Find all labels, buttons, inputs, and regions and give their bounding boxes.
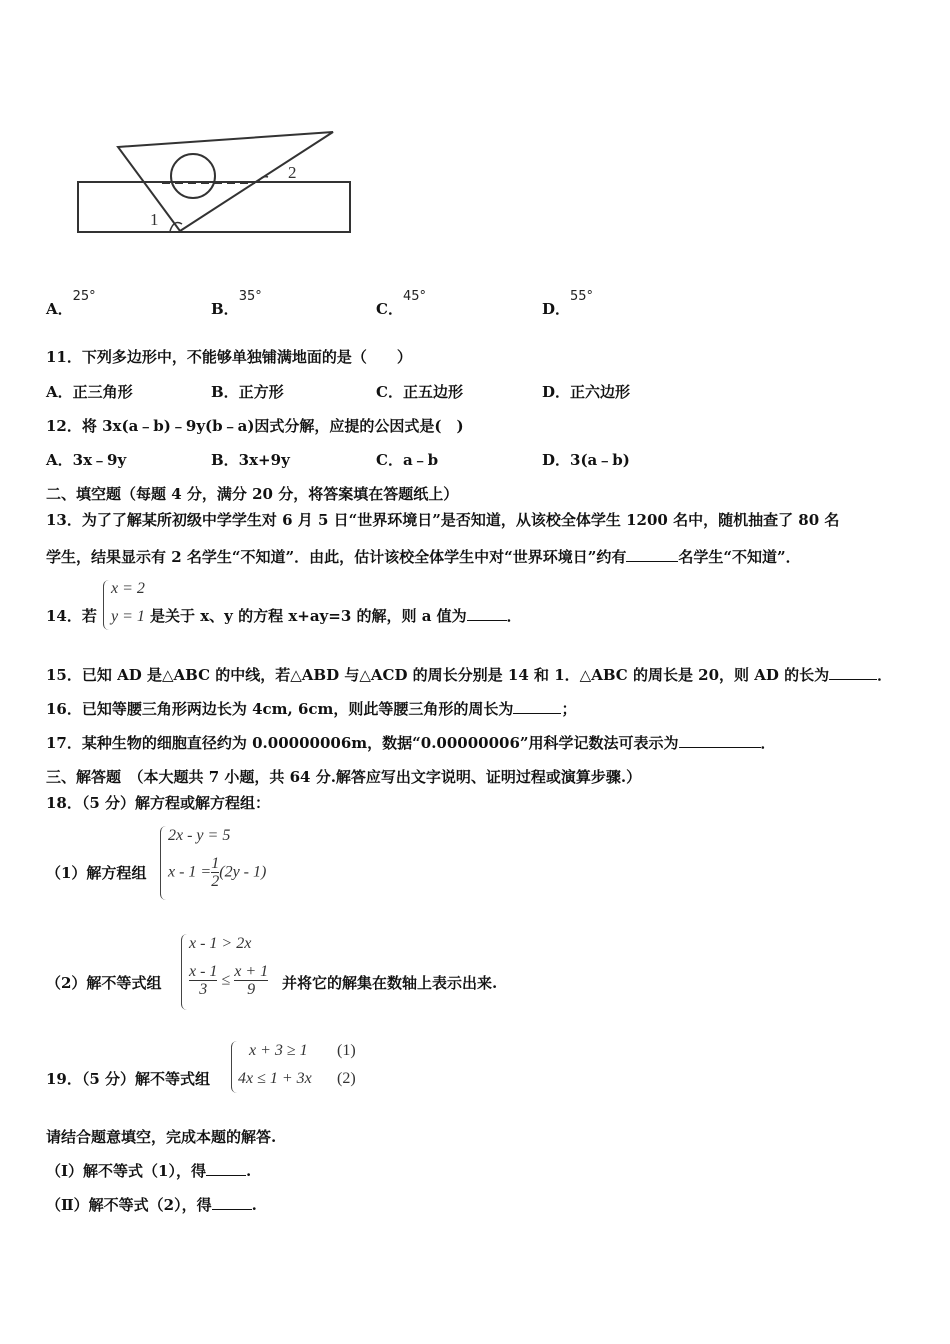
q14-text: 是关于 x、y 的方程 x+ay=3 的解，则 a 值为 ． (150, 607, 522, 625)
q10-option-c: C．45° (376, 289, 426, 318)
q12-stem: 12．将 3x(a﹣b)﹣9y(b﹣a)因式分解，应提的公因式是( ) (46, 417, 464, 435)
q19-part2: （Ⅱ）解不等式（2），得 . (46, 1196, 257, 1214)
q18-part2-eq2: $\frac{x - 1}{3}$ ≤ $\frac{x + 1}{9}$ (189, 963, 269, 998)
q18-part1-eq2: x - 1 = $\frac{1}{2}$ (2y - 1) (168, 855, 267, 890)
q14-brace (103, 580, 110, 630)
q19-instruction: 请结合题意填空，完成本题的解答. (46, 1128, 277, 1146)
q12-option-a: A．3x﹣9y (46, 451, 127, 469)
q19-eq2: 4x ≤ 1 + 3x (238, 1070, 312, 1087)
q19-eq1-tag: (1) (337, 1042, 356, 1059)
q11-option-d: D．正六边形 (542, 383, 631, 401)
geometry-figure (70, 125, 360, 240)
q19-part2-blank[interactable] (212, 1195, 252, 1210)
angle-label-2: 2 (288, 163, 297, 182)
q19-eq1: x + 3 ≥ 1 (249, 1042, 308, 1059)
q13-line2: 学生，结果显示有 2 名学生“不知道”．由此，估计该校全体学生中对“世界环境日”约有 名学生“不知道”． (46, 548, 801, 566)
section3-heading: 三、解答题 （本大题共 7 小题，共 64 分.解答应写出文字说明、证明过程或演算步骤.） (46, 768, 642, 786)
q14-eq2: y = 1 (111, 608, 145, 625)
q12-option-c: C．a﹣b (376, 451, 439, 469)
q16-answer-blank[interactable] (513, 699, 561, 714)
q18-part2-brace (181, 934, 188, 1010)
q19-eq2-tag: (2) (337, 1070, 356, 1087)
q11-option-b: B．正方形 (211, 383, 284, 401)
q11-option-a: A．正三角形 (46, 383, 133, 401)
q10-option-a: A．25° (46, 289, 96, 318)
q18-part2-eq1: x - 1 > 2x (189, 935, 252, 952)
q17: 17．某种生物的细胞直径约为 0.00000006m，数据“0.00000006”用科学记数法可表示为 ． (46, 734, 776, 752)
section2-heading: 二、填空题（每题 4 分，满分 20 分，将答案填在答题纸上） (46, 485, 459, 503)
q13-answer-blank[interactable] (626, 547, 678, 562)
q14-eq1: x = 2 (111, 580, 145, 597)
q19-stem: 19．（5 分）解不等式组 (46, 1070, 211, 1088)
q18-part2-suffix: 并将它的解集在数轴上表示出来. (282, 974, 498, 992)
q19-part1-blank[interactable] (206, 1161, 246, 1176)
q10-option-d: D．55° (542, 289, 594, 318)
q14-prefix: 14．若 (46, 607, 97, 625)
q18-part1-brace (160, 826, 167, 900)
q11-stem: 11．下列多边形中，不能够单独铺满地面的是（ ） (46, 348, 412, 366)
q19-part1: （Ⅰ）解不等式（1），得 . (46, 1162, 252, 1180)
circle-hole (171, 154, 215, 198)
q12-option-d: D．3(a﹣b) (542, 451, 630, 469)
q18-part1-eq1: 2x - y = 5 (168, 827, 231, 844)
q16: 16．已知等腰三角形两边长为 4cm, 6cm，则此等腰三角形的周长为 ； (46, 700, 577, 718)
q18-part1-label: （1）解方程组 (46, 864, 147, 882)
q18-stem: 18．（5 分）解方程或解方程组： (46, 794, 271, 812)
angle-label-1: 1 (150, 210, 159, 229)
q10-option-b: B．35° (211, 289, 262, 318)
q11-option-c: C．正五边形 (376, 383, 463, 401)
q18-part2-label: （2）解不等式组 (46, 974, 162, 992)
ruler-rectangle (78, 182, 350, 232)
q14-answer-blank[interactable] (467, 606, 507, 621)
q15: 15．已知 AD 是△ABC 的中线，若△ABD 与△ACD 的周长分别是 14 和 1．△ABC 的周长是 20，则 AD 的长为 ． (46, 666, 893, 684)
q19-brace (231, 1041, 238, 1093)
q12-option-b: B．3x+9y (211, 451, 290, 469)
q15-answer-blank[interactable] (829, 665, 877, 680)
q17-answer-blank[interactable] (679, 733, 761, 748)
q13-line1: 13．为了了解某所初级中学学生对 6 月 5 日“世界环境日”是否知道，从该校全体学生 1200 名中，随机抽查了 80 名 (46, 511, 840, 529)
